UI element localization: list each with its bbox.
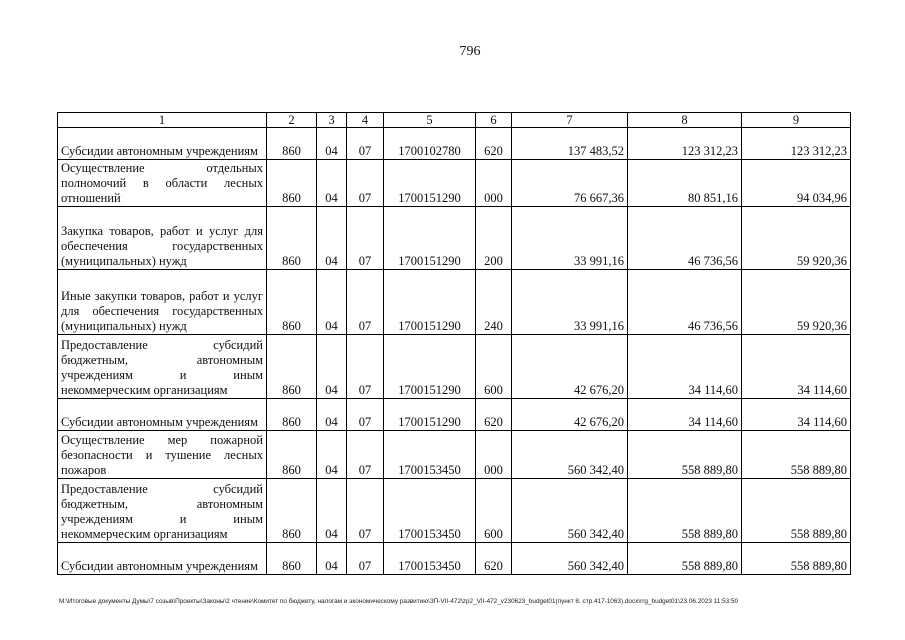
table-row <box>58 431 851 479</box>
row-name-cell: Осуществление отдельных полномочий в области лесных отношений <box>58 160 267 207</box>
column-header-6: 6 <box>476 113 512 128</box>
subchapter-code-cell: 07 <box>347 335 384 399</box>
table-row <box>58 335 851 399</box>
amount-col9-cell: 94 034,96 <box>742 160 851 207</box>
amount-col7-cell: 560 342,40 <box>512 431 628 479</box>
amount-col8-cell: 46 736,56 <box>628 207 742 270</box>
amount-col9-cell: 34 114,60 <box>742 335 851 399</box>
subchapter-code-cell: 07 <box>347 270 384 335</box>
column-header-5: 5 <box>384 113 476 128</box>
column-header-4: 4 <box>347 113 384 128</box>
target-article-cell: 1700151290 <box>384 335 476 399</box>
target-article-cell: 1700151290 <box>384 160 476 207</box>
amount-col9-cell: 558 889,80 <box>742 479 851 543</box>
expense-type-cell: 600 <box>476 335 512 399</box>
section-code-cell: 860 <box>267 431 317 479</box>
section-code-cell: 860 <box>267 335 317 399</box>
target-article-cell: 1700151290 <box>384 270 476 335</box>
subchapter-code-cell: 07 <box>347 479 384 543</box>
expense-type-cell: 240 <box>476 270 512 335</box>
subchapter-code-cell: 07 <box>347 399 384 431</box>
row-name-cell: Субсидии автономным учреждениям <box>58 543 267 575</box>
row-name-cell: Предоставление субсидий бюджетным, автономным учреждениям и иным некоммерческим организациям <box>58 479 267 543</box>
expense-type-cell: 000 <box>476 431 512 479</box>
amount-col8-cell: 46 736,56 <box>628 270 742 335</box>
amount-col7-cell: 42 676,20 <box>512 399 628 431</box>
row-name-cell: Предоставление субсидий бюджетным, автономным учреждениям и иным некоммерческим организациям <box>58 335 267 399</box>
table-row <box>58 160 851 207</box>
table-row <box>58 399 851 431</box>
amount-col8-cell: 80 851,16 <box>628 160 742 207</box>
target-article-cell: 1700153450 <box>384 479 476 543</box>
expense-type-cell: 600 <box>476 479 512 543</box>
amount-col9-cell: 558 889,80 <box>742 543 851 575</box>
amount-col9-cell: 34 114,60 <box>742 399 851 431</box>
chapter-code-cell: 04 <box>317 270 347 335</box>
row-name-cell: Субсидии автономным учреждениям <box>58 128 267 160</box>
row-name-cell: Иные закупки товаров, работ и услуг для обеспечения государственных (муниципальных) нужд <box>58 270 267 335</box>
amount-col8-cell: 34 114,60 <box>628 335 742 399</box>
header-row <box>58 113 851 128</box>
amount-col7-cell: 33 991,16 <box>512 207 628 270</box>
section-code-cell: 860 <box>267 479 317 543</box>
expense-type-cell: 620 <box>476 128 512 160</box>
section-code-cell: 860 <box>267 399 317 431</box>
column-header-7: 7 <box>512 113 628 128</box>
target-article-cell: 1700151290 <box>384 399 476 431</box>
subchapter-code-cell: 07 <box>347 128 384 160</box>
amount-col9-cell: 558 889,80 <box>742 431 851 479</box>
chapter-code-cell: 04 <box>317 543 347 575</box>
amount-col7-cell: 76 667,36 <box>512 160 628 207</box>
chapter-code-cell: 04 <box>317 479 347 543</box>
target-article-cell: 1700153450 <box>384 431 476 479</box>
section-code-cell: 860 <box>267 543 317 575</box>
amount-col8-cell: 558 889,80 <box>628 431 742 479</box>
row-name-cell: Субсидии автономным учреждениям <box>58 399 267 431</box>
subchapter-code-cell: 07 <box>347 160 384 207</box>
chapter-code-cell: 04 <box>317 399 347 431</box>
section-code-cell: 860 <box>267 207 317 270</box>
amount-col8-cell: 558 889,80 <box>628 543 742 575</box>
row-name-cell: Осуществление мер пожарной безопасности и тушение лесных пожаров <box>58 431 267 479</box>
chapter-code-cell: 04 <box>317 431 347 479</box>
footer-file-path: M:\Итоговые документы Думы\7 созыв\Проекты\Законы\2 чтение\Комитет по бюджету, налогам и экономическому развитию\ЗП-VII-472\zp2_VII-472_v230623_budget01(пункт 8, стр.417-1063).docx\rrg_budget01\23.06.2023 11:53:50 <box>59 598 739 605</box>
amount-col7-cell: 42 676,20 <box>512 335 628 399</box>
table-row <box>58 128 851 160</box>
section-code-cell: 860 <box>267 160 317 207</box>
column-header-2: 2 <box>267 113 317 128</box>
target-article-cell: 1700151290 <box>384 207 476 270</box>
page-number: 796 <box>459 44 481 59</box>
amount-col7-cell: 137 483,52 <box>512 128 628 160</box>
table-row <box>58 479 851 543</box>
column-header-3: 3 <box>317 113 347 128</box>
chapter-code-cell: 04 <box>317 335 347 399</box>
amount-col9-cell: 59 920,36 <box>742 207 851 270</box>
target-article-cell: 1700153450 <box>384 543 476 575</box>
amount-col7-cell: 560 342,40 <box>512 543 628 575</box>
row-name-cell: Закупка товаров, работ и услуг для обеспечения государственных (муниципальных) нужд <box>58 207 267 270</box>
amount-col8-cell: 558 889,80 <box>628 479 742 543</box>
chapter-code-cell: 04 <box>317 128 347 160</box>
section-code-cell: 860 <box>267 128 317 160</box>
amount-col9-cell: 123 312,23 <box>742 128 851 160</box>
column-header-9: 9 <box>742 113 851 128</box>
chapter-code-cell: 04 <box>317 160 347 207</box>
table-row <box>58 270 851 335</box>
amount-col8-cell: 34 114,60 <box>628 399 742 431</box>
section-code-cell: 860 <box>267 270 317 335</box>
subchapter-code-cell: 07 <box>347 543 384 575</box>
target-article-cell: 1700102780 <box>384 128 476 160</box>
budget-table <box>57 112 851 575</box>
table-row <box>58 207 851 270</box>
column-header-8: 8 <box>628 113 742 128</box>
amount-col9-cell: 59 920,36 <box>742 270 851 335</box>
expense-type-cell: 620 <box>476 543 512 575</box>
expense-type-cell: 620 <box>476 399 512 431</box>
subchapter-code-cell: 07 <box>347 207 384 270</box>
column-header-1: 1 <box>58 113 267 128</box>
subchapter-code-cell: 07 <box>347 431 384 479</box>
expense-type-cell: 200 <box>476 207 512 270</box>
amount-col7-cell: 560 342,40 <box>512 479 628 543</box>
chapter-code-cell: 04 <box>317 207 347 270</box>
amount-col8-cell: 123 312,23 <box>628 128 742 160</box>
expense-type-cell: 000 <box>476 160 512 207</box>
table-row <box>58 543 851 575</box>
amount-col7-cell: 33 991,16 <box>512 270 628 335</box>
